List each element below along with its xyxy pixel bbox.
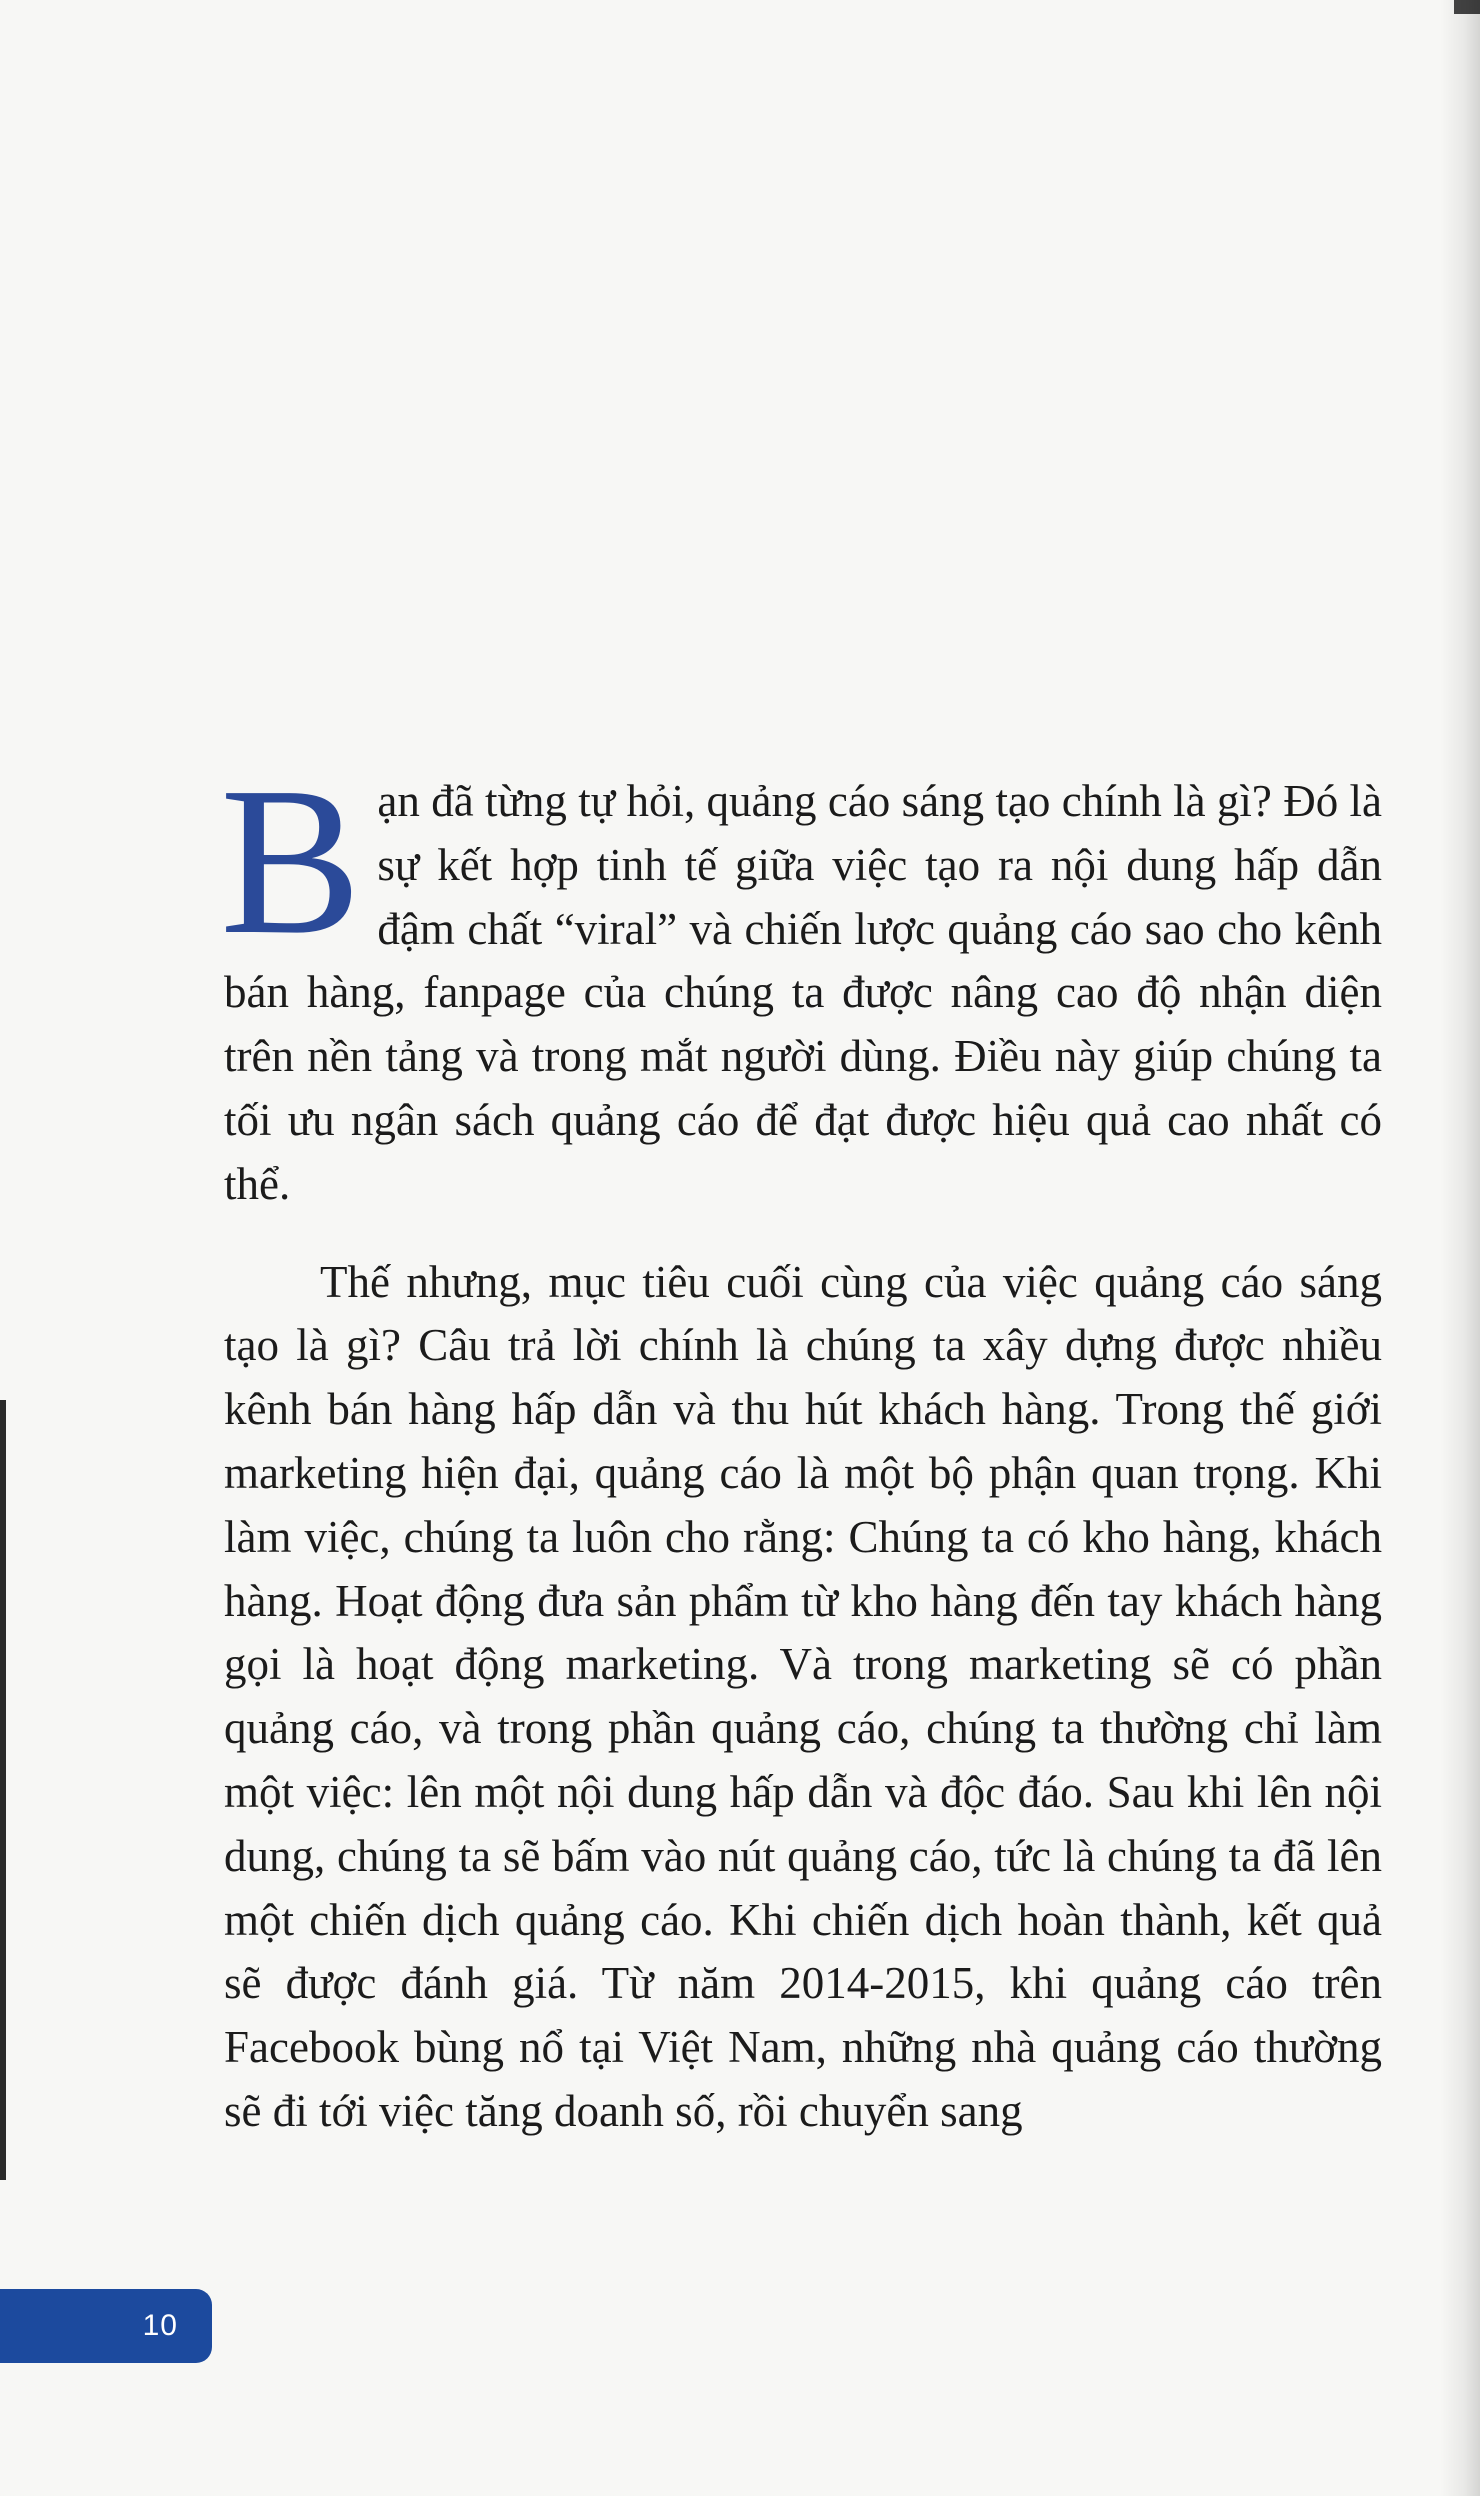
page-gutter-shadow (1440, 0, 1480, 2496)
paragraph-2: Thế nhưng, mục tiêu cuối cùng của việc quảng cáo sáng tạo là gì? Câu trả lời chính là chúng ta xây dựng được nhiều kênh bán hàng hấp dẫn và thu hút khách hàng. Trong thế giới marketing hiện đại, quảng cáo là một bộ phận quan trọng. Khi làm việc, chúng ta luôn cho rằng: Chúng ta có kho hàng, khách hàng. Hoạt động đưa sản phẩm từ kho hàng đến tay khách hàng gọi là hoạt động marketing. Và trong marketing sẽ có phần quảng cáo, và trong phần quảng cáo, chúng ta thường chỉ làm một việc: lên một nội dung hấp dẫn và độc đáo. Sau khi lên nội dung, chúng ta sẽ bấm vào nút quảng cáo, tức là chúng ta đã lên một chiến dịch quảng cáo. Khi chiến dịch hoàn thành, kết quả sẽ được đánh giá. Từ năm 2014-2015, khi quảng cáo trên Facebook bùng nổ tại Việt Nam, những nhà quảng cáo thường sẽ đi tới việc tăng doanh số, rồi chuyển sang (224, 1256, 1382, 2136)
body-text (220, 743, 1382, 2144)
page-edge-mark (0, 1400, 6, 2180)
page-number-tab (0, 2289, 212, 2363)
paragraph-1-text: ạn đã từng tự hỏi, quảng cáo sáng tạo chính là gì? Đó là sự kết hợp tinh tế giữa việc tạo ra nội dung hấp dẫn đậm chất “viral” và chiến lược quảng cáo sao cho kênh bán hàng, fanpage của chúng ta được nâng cao độ nhận diện trên nền tảng và trong mắt người dùng. Điều này giúp chúng ta tối ưu ngân sách quảng cáo để đạt được hiệu quả cao nhất có thể. (224, 776, 1382, 1209)
paragraph-1 (220, 743, 1382, 1217)
drop-cap: B (220, 743, 362, 978)
page-number: 10 (142, 2309, 178, 2342)
